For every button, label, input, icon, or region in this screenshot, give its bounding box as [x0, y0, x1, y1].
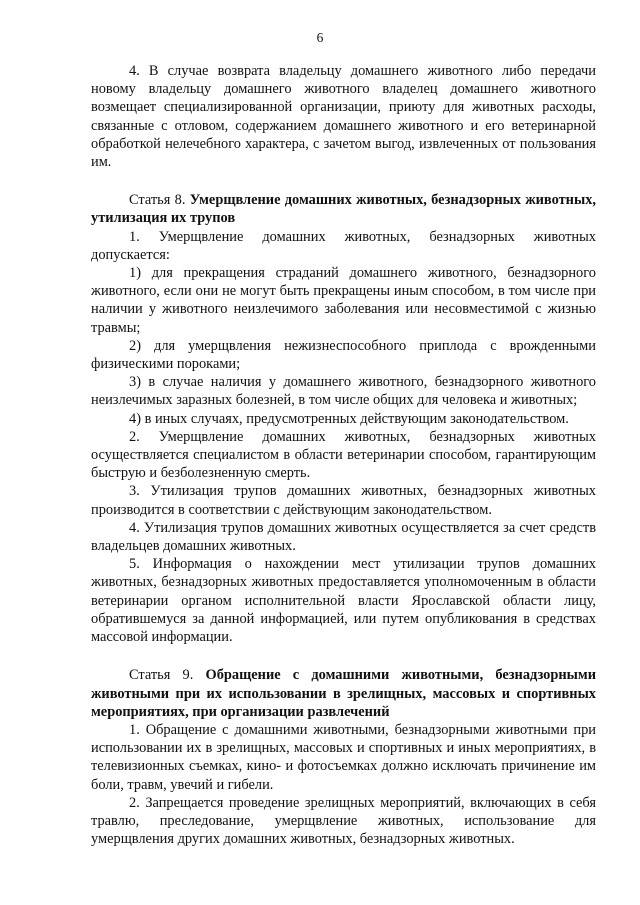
article8-paragraph: 1. Умерщвление домашних животных, безнадзорных животных допускается:: [91, 228, 596, 263]
article8-paragraph: 5. Информация о нахождении мест утилизации трупов домашних животных, безнадзорных животных предоставляется уполномоченным в области ветеринарии органом исполнительной власти Ярославской области лицу, обратившемуся за данной информацией, или путем опубликования в средствах массовой информации.: [91, 556, 596, 646]
article8-heading: [91, 191, 596, 227]
article9-paragraph: 2. Запрещается проведение зрелищных мероприятий, включающих в себя травлю, преследование, умерщвление животных, использование для умерщвления других домашних животных, безнадзорных животных.: [91, 794, 596, 848]
article8-paragraph: 4. Утилизация трупов домашних животных осуществляется за счет средств владельцев домашних животных.: [91, 519, 596, 555]
article8-title: Умерщвление домашних животных, безнадзорных животных, утилизация их трупов: [91, 192, 596, 227]
page-number: 6: [316, 30, 324, 45]
article8-paragraph: 4) в иных случаях, предусмотренных действующим законодательством.: [129, 410, 569, 427]
article8-label: Статья 8.: [129, 192, 186, 209]
article8-paragraph: 2) для умерщвления нежизнеспособного приплода с врожденными физическими пороками;: [91, 337, 596, 373]
article9-heading: [91, 666, 596, 721]
article8-paragraph: 3. Утилизация трупов домашних животных, безнадзорных животных производится в соответствии с действующим законодательством.: [91, 483, 596, 518]
article8-paragraph: 2. Умерщвление домашних животных, безнадзорных животных осуществляется специалистом в области ветеринарии способом, гарантирующим быструю и безболезненную смерть.: [91, 428, 596, 482]
paragraph-article7-item4: 4. В случае возврата владельцу домашнего животного либо передачи новому владельцу домашнего животного владелец домашнего животного возмещает специализированной организации, приюту для животных расходы, связанные с отловом, содержанием домашнего животного и его ветеринарной обработкой нелечебного характера, с зачетом выгод, извлеченных от пользования им.: [91, 63, 596, 171]
article9-title: Обращение с домашними животными, безнадзорными животными при их использовании в зрелищных, массовых и спортивных мероприятиях, при организации развлечений: [91, 667, 596, 720]
article8-paragraph: 1) для прекращения страданий домашнего животного, безнадзорного животного, если они не могут быть прекращены иным способом, в том числе при наличии у животного неизлечимого заболевания или несовместимой с жизнью травмы;: [91, 265, 596, 336]
article8-paragraph: 3) в случае наличия у домашнего животного, безнадзорного животного неизлечимых заразных болезней, в том числе общих для человека и животных;: [91, 374, 596, 409]
article9-paragraph: 1. Обращение с домашними животными, безнадзорными животными при использовании их в зрелищных, массовых и спортивных и иных мероприятиях, в телевизионных съемках, кино- и фотосъемках должно исключать причинение им боли, травм, увечий и гибели.: [91, 721, 596, 793]
document-body: [91, 62, 596, 848]
section-spacer: [91, 646, 596, 666]
section-spacer: [91, 171, 596, 191]
article9-label: Статья 9.: [129, 667, 194, 684]
